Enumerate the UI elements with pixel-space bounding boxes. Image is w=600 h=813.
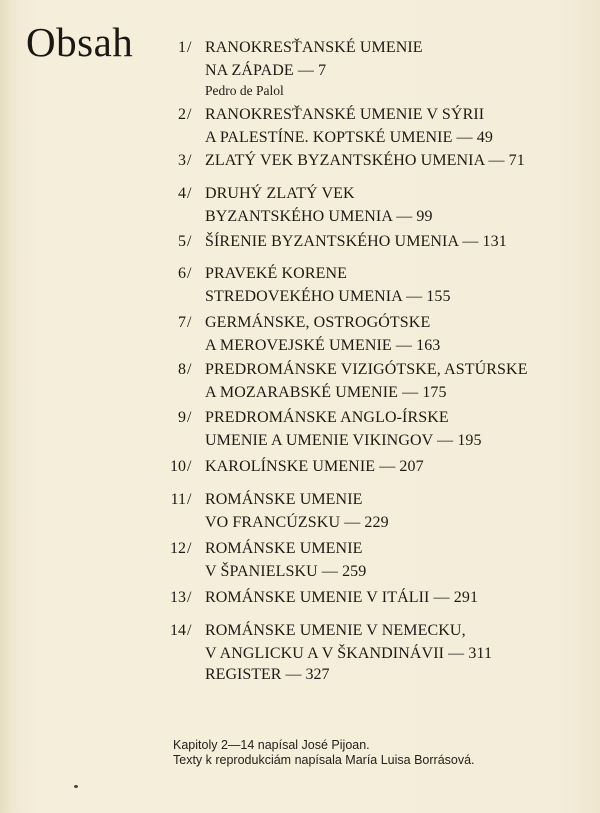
separator-slash: / bbox=[187, 233, 192, 250]
chapter-number: 5 bbox=[178, 233, 186, 250]
chapter-title-line: V ANGLICKU A V ŠKANDINÁVII — 311 bbox=[205, 645, 493, 662]
chapter-number: 7 bbox=[178, 314, 186, 331]
chapter-title-line: NA ZÁPADE — 7 bbox=[205, 62, 327, 79]
chapter-title-line: RANOKRESŤANSKÉ UMENIE bbox=[205, 39, 423, 56]
chapter-number: 14 bbox=[170, 622, 186, 639]
chapter-title-line: A PALESTÍNE. KOPTSKÉ UMENIE — 49 bbox=[205, 129, 493, 146]
chapter-title bbox=[205, 182, 595, 228]
register-entry: REGISTER — 327 bbox=[205, 666, 330, 683]
separator-slash: / bbox=[187, 314, 192, 331]
separator-slash: / bbox=[187, 265, 192, 282]
chapter-title-line: ROMÁNSKE UMENIE bbox=[205, 491, 363, 508]
chapter-number: 11 bbox=[170, 491, 186, 508]
chapter-title bbox=[205, 619, 595, 665]
chapter-title-line: PREDROMÁNSKE VIZIGÓTSKE, ASTÚRSKE bbox=[205, 361, 528, 378]
credits-note bbox=[173, 738, 475, 768]
chapter-title bbox=[205, 36, 595, 100]
chapter-title-line: ZLATÝ VEK BYZANTSKÉHO UMENIA — 71 bbox=[205, 152, 525, 169]
chapter-number: 6 bbox=[178, 265, 186, 282]
chapter-number: 1 bbox=[178, 39, 186, 56]
chapter-title-line: BYZANTSKÉHO UMENIA — 99 bbox=[205, 208, 433, 225]
chapter-title-line: RANOKRESŤANSKÉ UMENIE V SÝRII bbox=[205, 106, 485, 123]
chapter-title bbox=[205, 358, 595, 404]
chapter-title-line: KAROLÍNSKE UMENIE — 207 bbox=[205, 458, 424, 475]
separator-slash: / bbox=[187, 106, 192, 123]
chapter-title-line: ŠÍRENIE BYZANTSKÉHO UMENIA — 131 bbox=[205, 233, 507, 250]
chapter-number: 9 bbox=[178, 409, 186, 426]
chapter-author: Pedro de Palol bbox=[205, 83, 284, 98]
separator-slash: / bbox=[187, 185, 192, 202]
chapter-title bbox=[205, 537, 595, 583]
paper-speck bbox=[74, 785, 78, 788]
chapter-title-line: A MEROVEJSKÉ UMENIE — 163 bbox=[205, 337, 441, 354]
chapter-title-line: DRUHÝ ZLATÝ VEK bbox=[205, 185, 355, 202]
chapter-number: 3 bbox=[178, 152, 186, 169]
chapter-title bbox=[205, 586, 595, 609]
separator-slash: / bbox=[187, 361, 192, 378]
chapter-number: 13 bbox=[170, 589, 186, 606]
separator-slash: / bbox=[187, 589, 192, 606]
chapter-title-line: A MOZARABSKÉ UMENIE — 175 bbox=[205, 384, 447, 401]
chapter-number: 8 bbox=[178, 361, 186, 378]
credits-line: Kapitoly 2—14 napísal José Pijoan. bbox=[173, 738, 370, 752]
chapter-title-line: ROMÁNSKE UMENIE V NEMECKU, bbox=[205, 622, 466, 639]
chapter-title bbox=[205, 455, 595, 478]
separator-slash: / bbox=[187, 152, 192, 169]
chapter-title-line: UMENIE A UMENIE VIKINGOV — 195 bbox=[205, 432, 482, 449]
separator-slash: / bbox=[187, 622, 192, 639]
separator-slash: / bbox=[187, 491, 192, 508]
separator-slash: / bbox=[187, 409, 192, 426]
chapter-title-line: GERMÁNSKE, OSTROGÓTSKE bbox=[205, 314, 431, 331]
separator-slash: / bbox=[187, 39, 192, 56]
chapter-title-line: PRAVEKÉ KORENE bbox=[205, 265, 348, 282]
chapter-title-line: ROMÁNSKE UMENIE V ITÁLII — 291 bbox=[205, 589, 479, 606]
chapter-title-line: VO FRANCÚZSKU — 229 bbox=[205, 514, 389, 531]
credits-line: Texty k reprodukciám napísala María Luisa Borrásová. bbox=[173, 753, 475, 767]
chapter-title bbox=[205, 311, 595, 357]
chapter-title bbox=[205, 103, 595, 149]
separator-slash: / bbox=[187, 540, 192, 557]
separator-slash: / bbox=[187, 458, 192, 475]
chapter-title-line: PREDROMÁNSKE ANGLO-ÍRSKE bbox=[205, 409, 449, 426]
chapter-title bbox=[205, 406, 595, 452]
chapter-title-line: V ŠPANIELSKU — 259 bbox=[205, 563, 367, 580]
chapter-number: 10 bbox=[170, 458, 186, 475]
chapter-number: 12 bbox=[170, 540, 186, 557]
page-title: Obsah bbox=[26, 19, 134, 65]
chapter-title bbox=[205, 149, 595, 172]
chapter-number: 4 bbox=[178, 185, 186, 202]
chapter-title bbox=[205, 230, 595, 253]
chapter-title bbox=[205, 488, 595, 534]
chapter-title-line: ROMÁNSKE UMENIE bbox=[205, 540, 363, 557]
chapter-title-line: STREDOVEKÉHO UMENIA — 155 bbox=[205, 288, 451, 305]
chapter-number: 2 bbox=[178, 106, 186, 123]
chapter-title bbox=[205, 262, 595, 308]
